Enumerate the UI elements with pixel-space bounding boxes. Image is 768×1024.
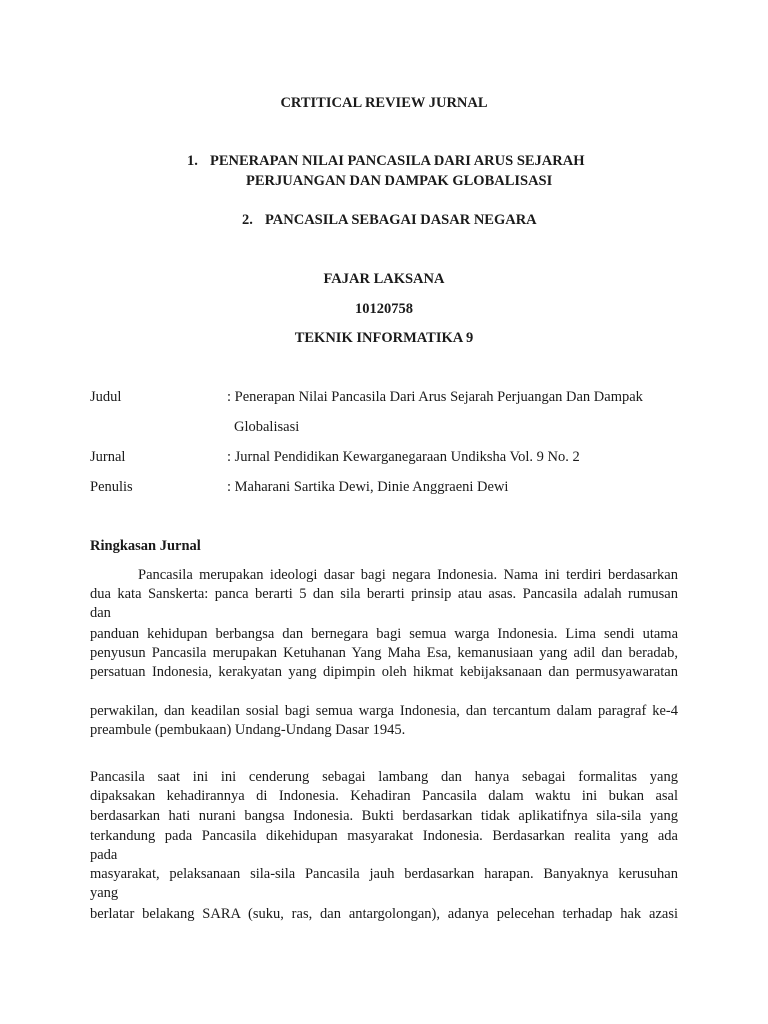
topic-1-line-1: PENERAPAN NILAI PANCASILA DARI ARUS SEJARAH (210, 153, 585, 169)
topic-1-line-2: PERJUANGAN DAN DAMPAK GLOBALISASI (246, 173, 553, 189)
summary-p2-line: berdasarkan hati nurani bangsa Indonesia. Bukti berdasarkan tidak aplikatifnya sila-sila yang (90, 808, 678, 824)
summary-p2-line: berlatar belakang SARA (suku, ras, dan antargolongan), adanya pelecehan terhadap hak azasi (90, 906, 678, 922)
penulis-value: : Maharani Sartika Dewi, Dinie Anggraeni Dewi (227, 479, 509, 495)
summary-p2-line: terkandung pada Pancasila dikehidupan masyarakat Indonesia. Berdasarkan realita yang ada (90, 828, 678, 844)
topic-2-line-1: PANCASILA SEBAGAI DASAR NEGARA (265, 212, 537, 228)
summary-p1-line: dua kata Sanskerta: panca berarti 5 dan sila berarti prinsip atau asas. Pancasila adalah rumusan (90, 586, 678, 602)
author-program: TEKNIK INFORMATIKA 9 (294, 330, 474, 346)
summary-p1-line: dan (90, 605, 111, 621)
summary-p2-line: pada (90, 847, 118, 863)
summary-p1-line: penyusun Pancasila merupakan Ketuhanan Yang Maha Esa, kemanusiaan yang adil dan beradab, (90, 645, 678, 661)
summary-p1-line: preambule (pembukaan) Undang-Undang Dasar 1945. (90, 722, 406, 738)
summary-p1-line: panduan kehidupan berbangsa dan bernegara bagi semua warga Indonesia. Lima sendi utama (90, 626, 678, 642)
summary-p2-line: dipaksakan kehadirannya di Indonesia. Kehadiran Pancasila dalam waktu ini bukan asal (90, 788, 678, 804)
penulis-label: Penulis (90, 479, 133, 495)
judul-value-continued: Globalisasi (234, 419, 300, 435)
jurnal-value: : Jurnal Pendidikan Kewarganegaraan Undiksha Vol. 9 No. 2 (227, 449, 580, 465)
topic-1-number: 1. (187, 153, 198, 169)
judul-value: : Penerapan Nilai Pancasila Dari Arus Sejarah Perjuangan Dan Dampak (227, 389, 643, 405)
summary-p2-line: Pancasila saat ini ini cenderung sebagai lambang dan hanya sebagai formalitas yang (90, 769, 678, 785)
topic-2-number: 2. (242, 212, 253, 228)
summary-p2-line: masyarakat, pelaksanaan sila-sila Pancasila jauh berdasarkan harapan. Banyaknya kerusuhan (90, 866, 678, 882)
jurnal-label: Jurnal (90, 449, 126, 465)
summary-p1-line: persatuan Indonesia, kerakyatan yang dipimpin oleh hikmat kebijaksanaan dan permusyawaratan (90, 664, 678, 680)
summary-p1-line: perwakilan, dan keadilan sosial bagi semua warga Indonesia, dan tercantum dalam paragraf ke-4 (90, 703, 678, 719)
summary-p2-line: yang (90, 885, 119, 901)
summary-heading: Ringkasan Jurnal (90, 538, 201, 554)
judul-label: Judul (90, 389, 122, 405)
author-id: 10120758 (355, 301, 413, 317)
document-title: CRTITICAL REVIEW JURNAL (280, 95, 488, 111)
author-name: FAJAR LAKSANA (323, 271, 445, 287)
summary-p1-line: Pancasila merupakan ideologi dasar bagi negara Indonesia. Nama ini terdiri berdasarkan (138, 567, 678, 583)
